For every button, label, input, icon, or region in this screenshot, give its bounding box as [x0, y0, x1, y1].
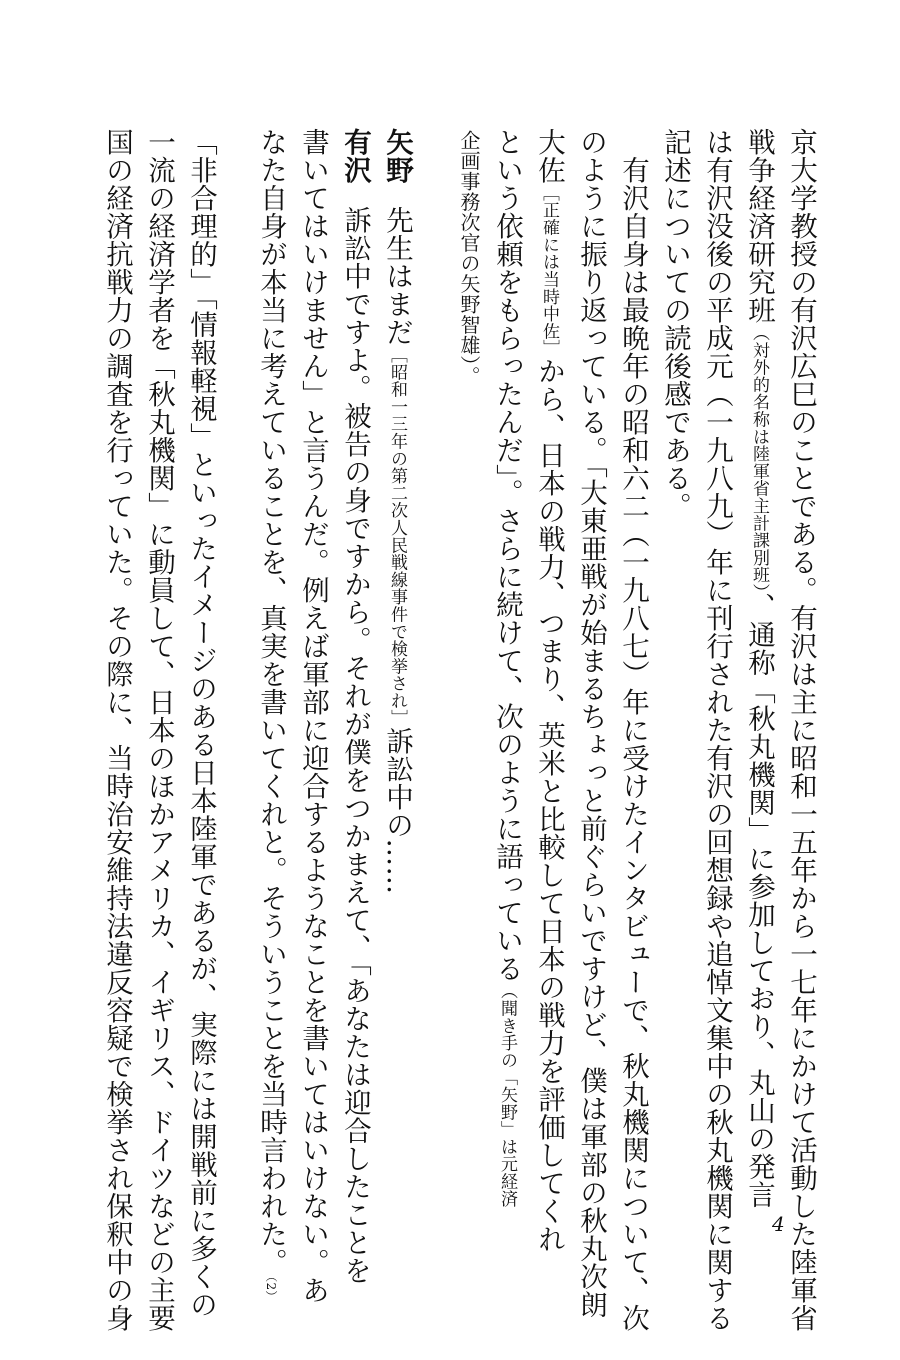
inline-note: ［正確には当時中佐］: [539, 184, 559, 357]
line-text: は有沢没後の平成元（一九八九）年に刊行された有沢の回想録や追悼文集中の秋丸機関に関する: [701, 128, 733, 1332]
text-line-9: [452, 130, 486, 1200]
inline-note: （対外的名称は陸軍省主計課別班）: [749, 324, 769, 593]
dialog-line-3: [296, 128, 330, 1304]
line-text: 国の経済抗戦力の調査を行っていた。その際に、当時治安維持法違反容疑で検挙され保釈中の身: [101, 128, 133, 1332]
text-line-7: [532, 128, 566, 1253]
dialog-line-4: [254, 128, 288, 1304]
line-text: 訴訟中の……: [381, 726, 413, 895]
line-text: から、日本の戦力、つまり、英米と比較して日本の戦力を評価してくれ: [533, 357, 565, 1253]
text-line-8: [490, 128, 524, 1208]
footnote-marker: （2）: [264, 1276, 278, 1304]
line-text: 、通称「秋丸機関」に参加しており、丸山の発言: [743, 592, 775, 1209]
inline-note: ［昭和一三年の第二次人民戦線事件で検挙され］: [387, 346, 407, 727]
text-line-3: [700, 128, 734, 1332]
speaker-label-arisawa: 有沢: [339, 128, 371, 184]
line-text: のように振り返っている。「大東亜戦が始まるちょっと前ぐらいですけど、僕は軍部の秋丸次朗: [575, 128, 607, 1319]
line-text: 先生はまだ: [381, 206, 413, 346]
speaker-label-yano: 矢野: [381, 128, 413, 184]
line-text: 有沢自身は最晩年の昭和六二（一九八七）年に受けたインタビューで、秋丸機関について、次: [617, 128, 649, 1332]
line-text: 訴訟中ですよ。被告の身ですから。それが僕をつかまえて、「あなたは迎合したことを: [339, 206, 371, 1285]
line-text: 京大学教授の有沢広巳のことである。有沢は主に昭和一五年から一七年にかけて活動した陸軍省: [785, 128, 817, 1332]
line-text: 戦争経済研究班: [743, 128, 775, 324]
line-text: 「非合理的」「情報軽視」といったイメージのある日本陸軍であるが、実際には開戦前に多くの: [185, 128, 217, 1319]
text-line-10: [184, 128, 218, 1319]
dialog-line-2: [338, 128, 372, 1285]
text-line-6: [574, 128, 608, 1319]
line-text: という依頼をもらったんだ」。さらに続けて、次のように語っている: [491, 128, 523, 983]
line-text: なた自身が本当に考えていることを、真実を書いてくれと。そういうことを当時言われた。: [255, 128, 287, 1276]
text-line-11: [142, 128, 176, 1332]
text-line-4: [658, 128, 692, 1198]
line-text: 大佐: [533, 128, 565, 184]
text-line-1: [784, 128, 818, 1332]
page-number: 4: [772, 1212, 785, 1236]
line-text: 企画事務次官の矢野智雄）。: [457, 130, 481, 387]
text-line-12: [100, 128, 134, 1332]
dialog-line-1: [380, 128, 414, 1198]
line-text: 一流の経済学者を「秋丸機関」に動員して、日本のほかアメリカ、イギリス、ドイツなどの主要: [143, 128, 175, 1332]
line-text: 記述についての読後感である。: [659, 128, 691, 520]
text-line-5: [616, 128, 650, 1332]
line-text: 書いてはいけません」と言うんだ。例えば軍部に迎合するようなことを書いてはいけない。あ: [297, 128, 329, 1304]
text-line-2: [742, 128, 776, 1209]
inline-note: （聞き手の「矢野」は元経済: [497, 982, 517, 1208]
